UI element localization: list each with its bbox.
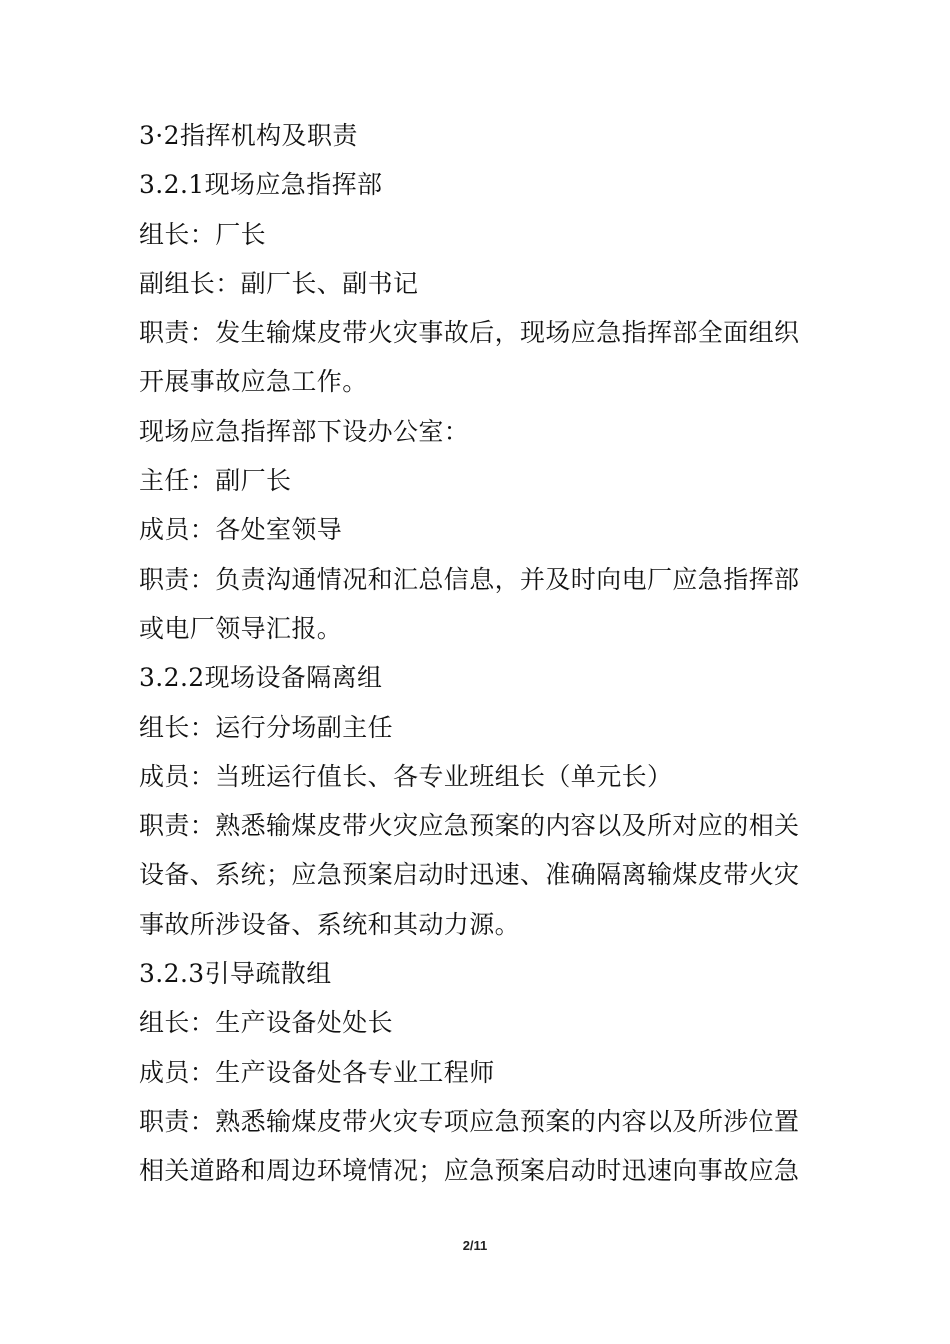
subsection-heading: 3.2.3引导疏散组: [139, 959, 332, 989]
text-line: 或电厂领导汇报。: [139, 613, 343, 643]
text-line: 相关道路和周边环境情况；应急预案启动时迅速向事故应急: [139, 1156, 800, 1186]
document-body: [139, 111, 819, 1196]
text-line: 组长：生产设备处处长: [139, 1008, 394, 1038]
subsection-heading: 3.2.2现场设备隔离组: [139, 663, 383, 693]
text-line: 职责：发生输煤皮带火灾事故后，现场应急指挥部全面组织: [139, 318, 800, 348]
text-line: 事故所涉设备、系统和其动力源。: [139, 909, 521, 939]
subsection-heading: 3.2.1现场应急指挥部: [139, 170, 383, 200]
section-heading: 3·2指挥机构及职责: [139, 121, 358, 150]
text-line: 职责：熟悉输煤皮带火灾应急预案的内容以及所对应的相关: [139, 811, 800, 841]
page-number: 2/11: [462, 1238, 488, 1253]
text-line: 组长：厂长: [139, 219, 267, 249]
text-line: 职责：负责沟通情况和汇总信息，并及时向电厂应急指挥部: [139, 564, 800, 594]
text-line: 现场应急指挥部下设办公室：: [139, 416, 470, 446]
text-line: 成员：各处室领导: [139, 515, 343, 545]
text-line: 职责：熟悉输煤皮带火灾专项应急预案的内容以及所涉位置: [139, 1106, 800, 1136]
text-line: 主任：副厂长: [139, 466, 292, 496]
text-line: 成员：生产设备处各专业工程师: [139, 1057, 495, 1087]
text-line: 成员：当班运行值长、各专业班组长（单元长）: [139, 761, 673, 791]
text-line: 副组长：副厂长、副书记: [139, 268, 419, 298]
text-line: 开展事故应急工作。: [139, 367, 368, 397]
text-line: 设备、系统；应急预案启动时迅速、准确隔离输煤皮带火灾: [139, 860, 800, 890]
text-line: 组长：运行分场副主任: [139, 712, 394, 742]
